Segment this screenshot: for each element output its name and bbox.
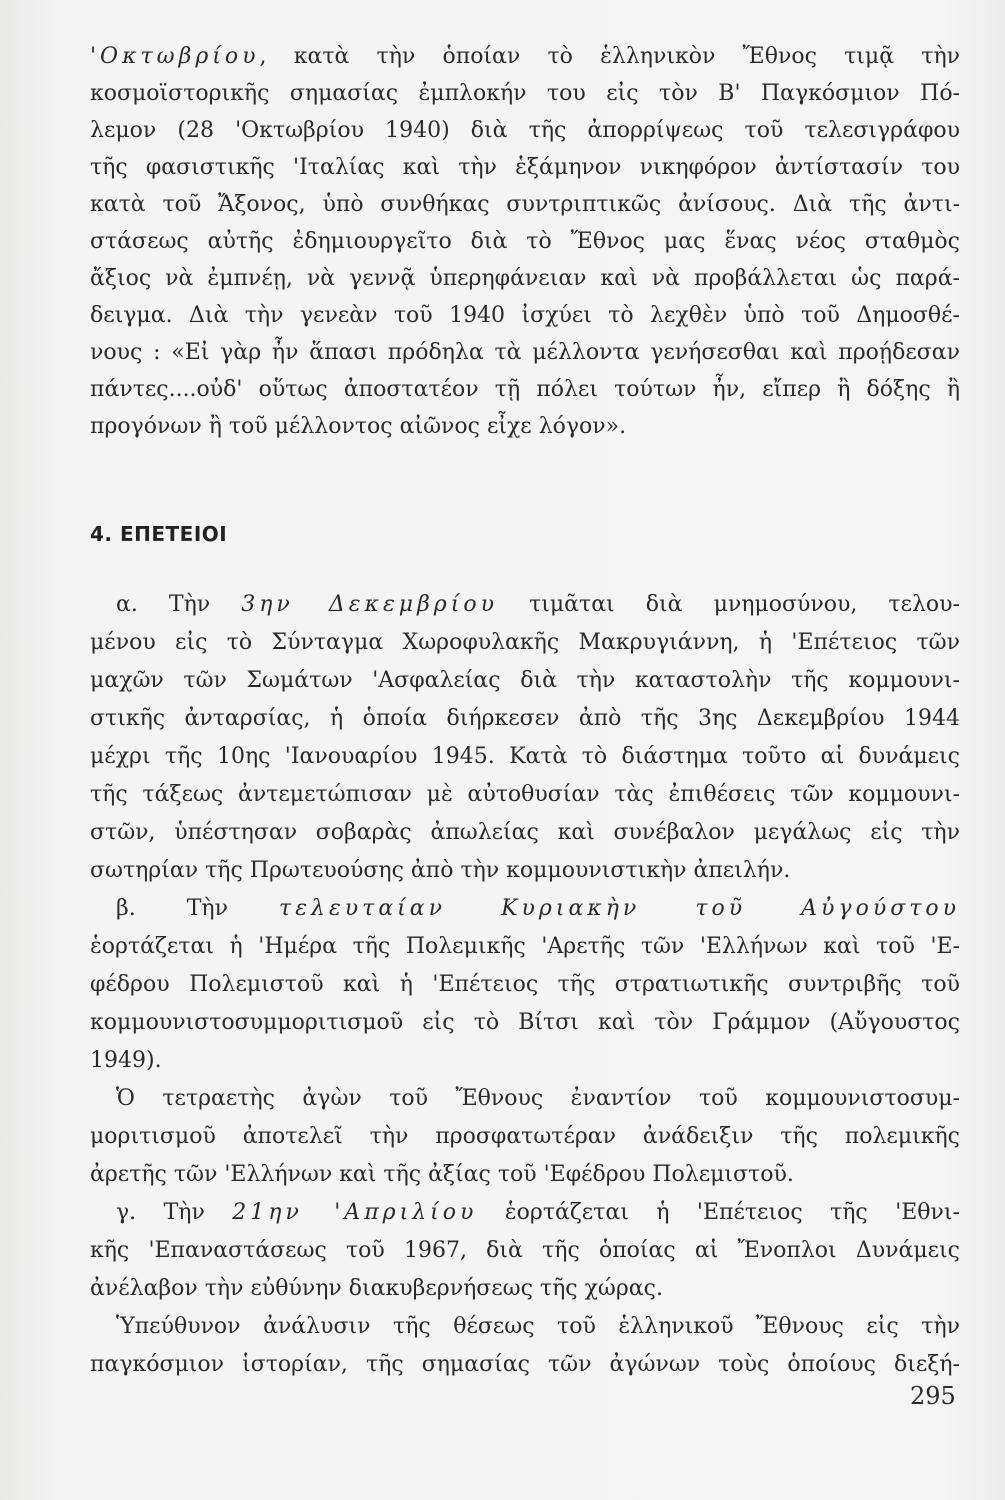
section-heading: 4. ΕΠΕΤΕΙΟΙ	[90, 522, 228, 546]
text-line: δειγμα. Διὰ τὴν γενεὰν τοῦ 1940 ἰσχύει τὸ λεχθὲν ὑπὸ τοῦ Δημοσθέ-	[90, 303, 960, 328]
text-line: πάντες....οὐδ' οὕτως ἀποστατέον τῇ πόλει τούτων ἦν, εἴπερ ἢ δόξης ἢ	[90, 377, 960, 402]
text-line	[116, 1196, 960, 1230]
text-span: γ. Τὴν	[116, 1200, 233, 1225]
text-line: σωτηρίαν τῆς Πρωτευούσης ἀπὸ τὴν κομμουνιστικὴν ἀπειλήν.	[90, 858, 791, 883]
text-line: στῶν, ὑπέστησαν σοβαρὰς ἀπωλείας καὶ συνέβαλον μεγάλως εἰς τὴν	[90, 820, 960, 845]
text-span: ἑορτάζεται ἡ 'Επέτειος τῆς 'Εθνι-	[477, 1200, 960, 1225]
spaced-date: 3ην Δεκεμβρίου	[241, 592, 498, 617]
text-line: μοριτισμοῦ ἀποτελεῖ τὴν προσφατωτέραν ἀνάδειξιν τῆς πολεμικῆς	[90, 1124, 960, 1149]
text-line: νους : «Εἰ γὰρ ἦν ἅπασι πρόδηλα τὰ μέλλοντα γενήσεσθαι καὶ προῄδεσαν	[90, 340, 960, 365]
text-line: τῆς φασιστικῆς 'Ιταλίας καὶ τὴν ἑξάμηνον νικηφόρον ἀντίστασίν του	[90, 155, 960, 180]
text-line: ἀνέλαβον τὴν εὐθύνην διακυβερνήσεως τῆς χώρας.	[90, 1276, 663, 1301]
text-line: μαχῶν τῶν Σωμάτων 'Ασφαλείας διὰ τὴν καταστολὴν τῆς κομμουνι-	[90, 668, 960, 693]
spaced-date: 21ην 'Απριλίου	[232, 1200, 478, 1225]
text-line: φέδρου Πολεμιστοῦ καὶ ἡ 'Επέτειος τῆς στρατιωτικῆς συντριβῆς τοῦ	[90, 972, 960, 997]
text-line: Ὑπεύθυνον ἀνάλυσιν τῆς θέσεως τοῦ ἑλληνικοῦ Ἔθνους εἰς τὴν	[116, 1314, 960, 1339]
text-line: κοσμοϊστορικῆς σημασίας ἐμπλοκήν του εἰς τὸν Β' Παγκόσμιον Πό-	[90, 81, 960, 106]
text-span: , κατὰ τὴν ὁποίαν τὸ ἑλληνικὸν Ἔθνος τιμᾷ τὴν	[259, 44, 960, 69]
text-line: μέχρι τῆς 10ης 'Ιανουαρίου 1945. Κατὰ τὸ διάστημα τοῦτο αἱ δυνάμεις	[90, 744, 960, 769]
text-line	[90, 40, 960, 74]
spaced-date: τελευταίαν Κυριακὴν τοῦ Αὐγούστου	[279, 896, 961, 921]
text-line: ἄξιος νὰ ἐμπνέῃ, νὰ γεννᾷ ὑπερηφάνειαν καὶ νὰ προβάλλεται ὡς παρά-	[90, 266, 960, 291]
text-line	[116, 892, 960, 926]
text-line: προγόνων ἢ τοῦ μέλλοντος αἰῶνος εἶχε λόγον».	[90, 414, 627, 439]
text-span: α. Τὴν	[116, 592, 242, 617]
text-line: κῆς 'Επαναστάσεως τοῦ 1967, διὰ τῆς ὁποίας αἱ Ἔνοπλοι Δυνάμεις	[90, 1238, 960, 1263]
text-span: τιμᾶται διὰ μνημοσύνου, τελου-	[498, 592, 960, 617]
text-line: τῆς τάξεως ἀντεμετώπισαν μὲ αὐτοθυσίαν τὰς ἐπιθέσεις τῶν κομμουνι-	[90, 782, 960, 807]
text-line: παγκόσμιον ἱστορίαν, τῆς σημασίας τῶν ἀγώνων τοὺς ὁποίους διεξή-	[90, 1352, 960, 1377]
text-line: κομμουνιστοσυμμοριτισμοῦ εἰς τὸ Βίτσι καὶ τὸν Γράμμον (Αὔγουστος	[90, 1010, 960, 1035]
text-line: Ὁ τετραετὴς ἀγὼν τοῦ Ἔθνους ἐναντίον τοῦ κομμουνιστοσυμ-	[116, 1086, 960, 1111]
text-line: στάσεως αὐτῆς ἐδημιουργεῖτο διὰ τὸ Ἔθνος μας ἕνας νέος σταθμὸς	[90, 229, 960, 254]
text-line: ἑορτάζεται ἡ 'Ημέρα τῆς Πολεμικῆς 'Αρετῆς τῶν 'Ελλήνων καὶ τοῦ 'Ε-	[90, 934, 960, 959]
page-number: 295	[910, 1382, 956, 1410]
text-line: ἀρετῆς τῶν 'Ελλήνων καὶ τῆς ἀξίας τοῦ 'Εφέδρου Πολεμιστοῦ.	[90, 1162, 794, 1187]
text-line: 1949).	[90, 1048, 162, 1073]
spaced-date: 'Οκτωβρίου	[90, 44, 260, 69]
text-line: στικῆς ἀνταρσίας, ἡ ὁποία διήρκεσεν ἀπὸ τῆς 3ης Δεκεμβρίου 1944	[90, 706, 960, 731]
text-line: κατὰ τοῦ Ἄξονος, ὑπὸ συνθήκας συντριπτικῶς ἀνίσους. Διὰ τῆς ἀντι-	[90, 192, 960, 217]
text-line: λεμον (28 'Οκτωβρίου 1940) διὰ τῆς ἀπορρίψεως τοῦ τελεσιγράφου	[90, 118, 960, 143]
text-span: β. Τὴν	[116, 896, 280, 921]
text-line: μένου εἰς τὸ Σύνταγμα Χωροφυλακῆς Μακρυγιάννη, ἡ 'Επέτειος τῶν	[90, 630, 960, 655]
text-line	[116, 588, 960, 622]
